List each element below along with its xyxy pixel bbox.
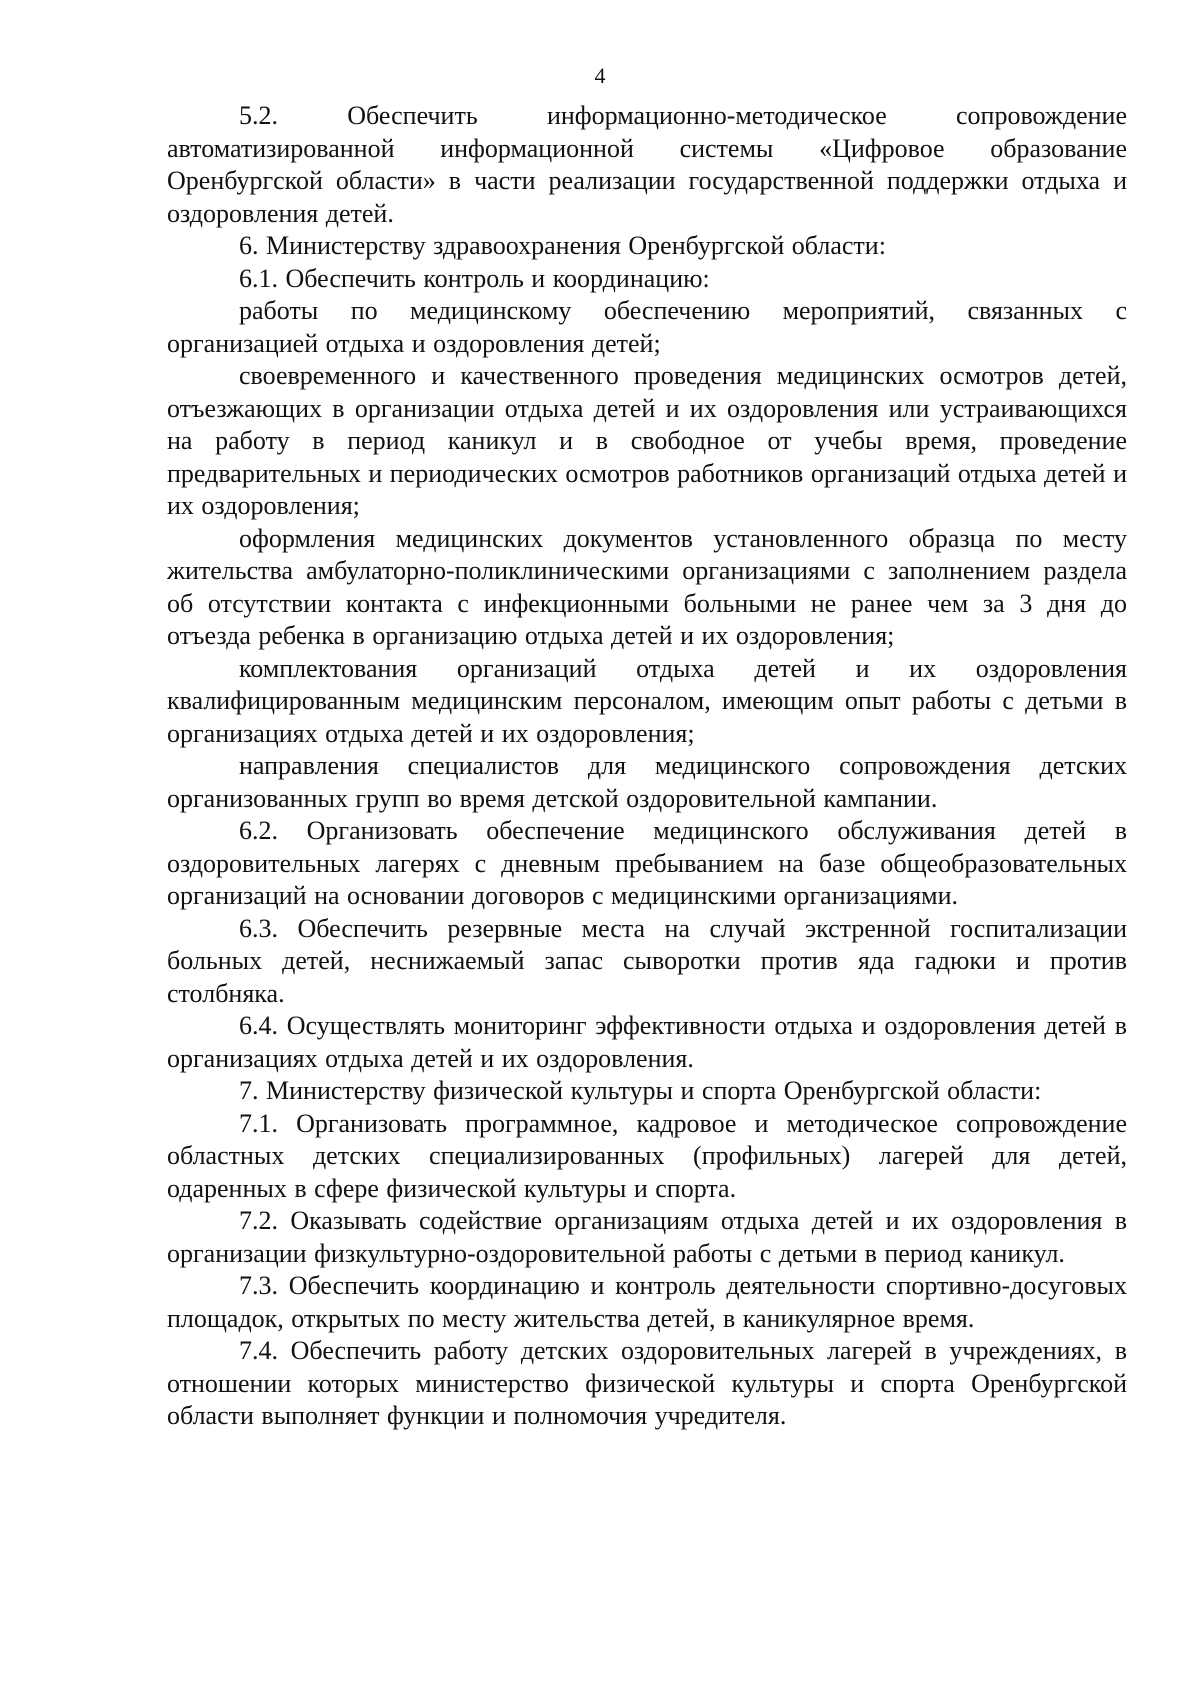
paragraph-7-4: 7.4. Обеспечить работу детских оздоровительных лагерей в учреждениях, в отношении которых министерство физической культуры и спорта Оренбургской области выполняет функции и полномочия учредителя. xyxy=(167,1336,1127,1430)
paragraph-6: 6. Министерству здравоохранения Оренбургской области: xyxy=(239,231,886,260)
paragraph-6-4: 6.4. Осуществлять мониторинг эффективности отдыха и оздоровления детей в организациях отдыха детей и их оздоровления. xyxy=(167,1011,1127,1073)
paragraph-6-1-item-5: направления специалистов для медицинского сопровождения детских организованных групп во время детской оздоровительной кампании. xyxy=(167,751,1127,813)
paragraph-6-2: 6.2. Организовать обеспечение медицинского обслуживания детей в оздоровительных лагерях с дневным пребыванием на базе общеобразовательных организаций на основании договоров с медицинскими организациями. xyxy=(167,816,1127,910)
paragraph-6-1-item-4: комплектования организаций отдыха детей и их оздоровления квалифицированным медицинским персоналом, имеющим опыт работы с детьми в организациях отдыха детей и их оздоровления; xyxy=(167,653,1127,748)
paragraph-7-3: 7.3. Обеспечить координацию и контроль деятельности спортивно-досуговых площадок, открытых по месту жительства детей, в каникулярное время. xyxy=(167,1271,1127,1333)
paragraph-7-2: 7.2. Оказывать содействие организациям отдыха детей и их оздоровления в организации физкультурно-оздоровительной работы с детьми в период каникул. xyxy=(167,1206,1127,1268)
paragraph-6-3: 6.3. Обеспечить резервные места на случай экстренной госпитализации больных детей, неснижаемый запас сыворотки против яда гадюки и против столбняка. xyxy=(167,913,1127,1008)
paragraph-6-1: 6.1. Обеспечить контроль и координацию: xyxy=(239,263,710,293)
paragraph-5-2: 5.2. Обеспечить информационно-методическое сопровождение автоматизированной информационной системы «Цифровое образование Оренбургской области» в части реализации государственной поддержки отдыха и оздоровления детей. xyxy=(167,101,1127,228)
paragraph-6-1-item-3: оформления медицинских документов установленного образца по месту жительства амбулаторно-поликлиническими организациями с заполнением раздела об отсутствии контакта с инфекционными больными не ранее чем за 3 дня до отъезда ребенка в организацию отдыха детей и их оздоровления; xyxy=(167,523,1127,650)
paragraph-6-1-item-2: своевременного и качественного проведения медицинских осмотров детей, отъезжающих в организации отдыха детей и их оздоровления или устраивающихся на работу в период каникул и в свободное от учебы время, проведение предварительных и периодических осмотров работников организаций отдыха детей и их оздоровления; xyxy=(167,361,1127,520)
page-number: 4 xyxy=(594,63,606,88)
paragraph-7: 7. Министерству физической культуры и спорта Оренбургской области: xyxy=(239,1076,1042,1105)
document-body xyxy=(167,100,1127,1433)
paragraph-6-1-item-1: работы по медицинскому обеспечению мероприятий, связанных с организацией отдыха и оздоровления детей; xyxy=(167,296,1127,358)
paragraph-7-1: 7.1. Организовать программное, кадровое и методическое сопровождение областных детских специализированных (профильных) лагерей для детей, одаренных в сфере физической культуры и спорта. xyxy=(167,1108,1127,1203)
